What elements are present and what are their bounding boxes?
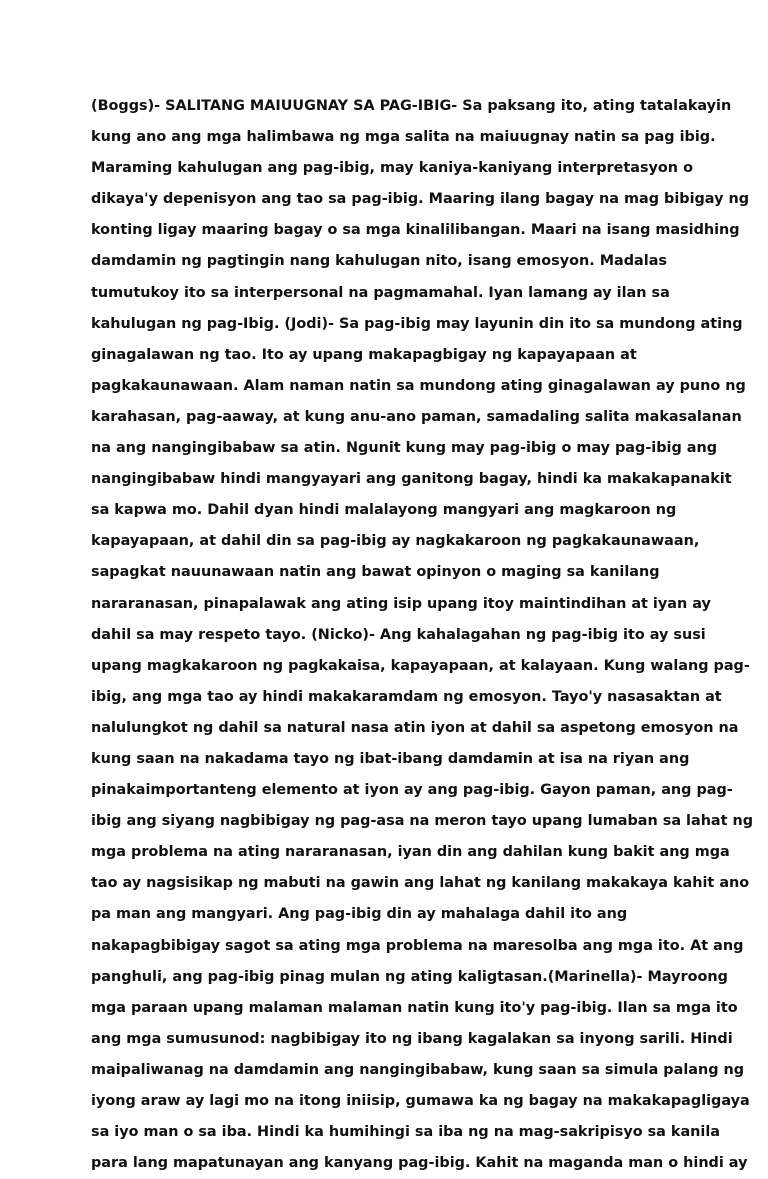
- text-line: kapayapaan, at dahil din sa pag-ibig ay nagkakaroon ng pagkakaunawaan,: [91, 533, 700, 550]
- text-line: Maraming kahulugan ang pag-ibig, may kaniya-kaniyang interpretasyon o: [91, 160, 693, 177]
- text-line: sapagkat nauunawaan natin ang bawat opinyon o maging sa kanilang: [91, 564, 660, 581]
- text-line: pagkakaunawaan. Alam naman natin sa mundong ating ginagalawan ay puno ng: [91, 377, 746, 394]
- text-line: sa iyo man o sa iba. Hindi ka humihingi sa iba ng na mag-sakripisyo sa kanila: [91, 1124, 720, 1141]
- text-line: iyong araw ay lagi mo na itong iniisip, gumawa ka ng bagay na makakapagligaya: [91, 1093, 750, 1109]
- text-line: damdamin ng pagtingin nang kahulugan nito, isang emosyon. Madalas: [91, 253, 667, 270]
- text-line: pinakaimportanteng elemento at iyon ay ang pag-ibig. Gayon paman, ang pag-: [91, 782, 733, 799]
- text-line: kung saan na nakadama tayo ng ibat-ibang damdamin at isa na riyan ang: [91, 750, 690, 767]
- text-line: nalulungkot ng dahil sa natural nasa atin iyon at dahil sa aspetong emosyon na: [91, 719, 739, 736]
- text-line: nakapagbibigay sagot sa ating mga problema na maresolba ang mga ito. At ang: [91, 937, 744, 954]
- text-line: ibig ang siyang nagbibigay ng pag-asa na meron tayo upang lumaban sa lahat ng: [91, 813, 754, 830]
- text-line: tao ay nagsisikap ng mabuti na gawin ang lahat ng kanilang makakaya kahit ano: [91, 875, 750, 892]
- text-line: mga paraan upang malaman malaman natin kung ito'y pag-ibig. Ilan sa mga ito: [91, 999, 738, 1016]
- text-line: dikaya'y depenisyon ang tao sa pag-ibig. Maaring ilang bagay na mag bibigay ng: [91, 191, 750, 208]
- text-line: ibig, ang mga tao ay hindi makakaramdam ng emosyon. Tayo'y nasasaktan at: [91, 688, 722, 705]
- text-line: karahasan, pag-aaway, at kung anu-ano paman, samadaling salita makasalanan: [91, 408, 742, 425]
- text-line: panghuli, ang pag-ibig pinag mulan ng ating kaligtasan.(Marinella)- Mayroong: [91, 968, 728, 985]
- text-line: pa man ang mangyari. Ang pag-ibig din ay mahalaga dahil ito ang: [91, 906, 628, 923]
- text-line: mga problema na ating nararanasan, iyan din ang dahilan kung bakit ang mga: [91, 844, 730, 861]
- text-line: tumutukoy ito sa interpersonal na pagmamahal. Iyan lamang ay ilan sa: [91, 284, 670, 301]
- text-line: nararanasan, pinapalawak ang ating isip upang itoy maintindihan at iyan ay: [91, 595, 711, 612]
- text-line: para lang mapatunayan ang kanyang pag-ibig. Kahit na maganda man o hindi ay: [91, 1155, 748, 1172]
- text-line: nangingibabaw hindi mangyayari ang ganitong bagay, hindi ka makakapanakit: [91, 471, 732, 488]
- text-line: upang magkakaroon ng pagkakaisa, kapayapaan, at kalayaan. Kung walang pag-: [91, 657, 750, 674]
- text-line: (Boggs)- SALITANG MAIUUGNAY SA PAG-IBIG- Sa paksang ito, ating tatalakayin: [91, 98, 732, 114]
- text-line: ang mga sumusunod: nagbibigay ito ng ibang kagalakan sa inyong sarili. Hindi: [91, 1030, 733, 1047]
- text-line: ginagalawan ng tao. Ito ay upang makapagbigay ng kapayapaan at: [91, 346, 637, 363]
- text-line: sa kapwa mo. Dahil dyan hindi malalayong mangyari ang magkaroon ng: [91, 502, 677, 519]
- text-line: maipaliwanag na damdamin ang nangingibabaw, kung saan sa simula palang ng: [91, 1061, 745, 1078]
- text-line: na ang nangingibabaw sa atin. Ngunit kung may pag-ibig o may pag-ibig ang: [91, 440, 718, 457]
- text-line: konting ligay maaring bagay o sa mga kinalilibangan. Maari na isang masidhing: [91, 222, 740, 239]
- text-line: kung ano ang mga halimbawa ng mga salita na maiuugnay natin sa pag ibig.: [91, 129, 716, 146]
- body-paragraph: [91, 91, 754, 1179]
- text-line: dahil sa may respeto tayo. (Nicko)- Ang kahalagahan ng pag-ibig ito ay susi: [91, 626, 706, 643]
- text-line: kahulugan ng pag-Ibig. (Jodi)- Sa pag-ibig may layunin din ito sa mundong ating: [91, 315, 743, 332]
